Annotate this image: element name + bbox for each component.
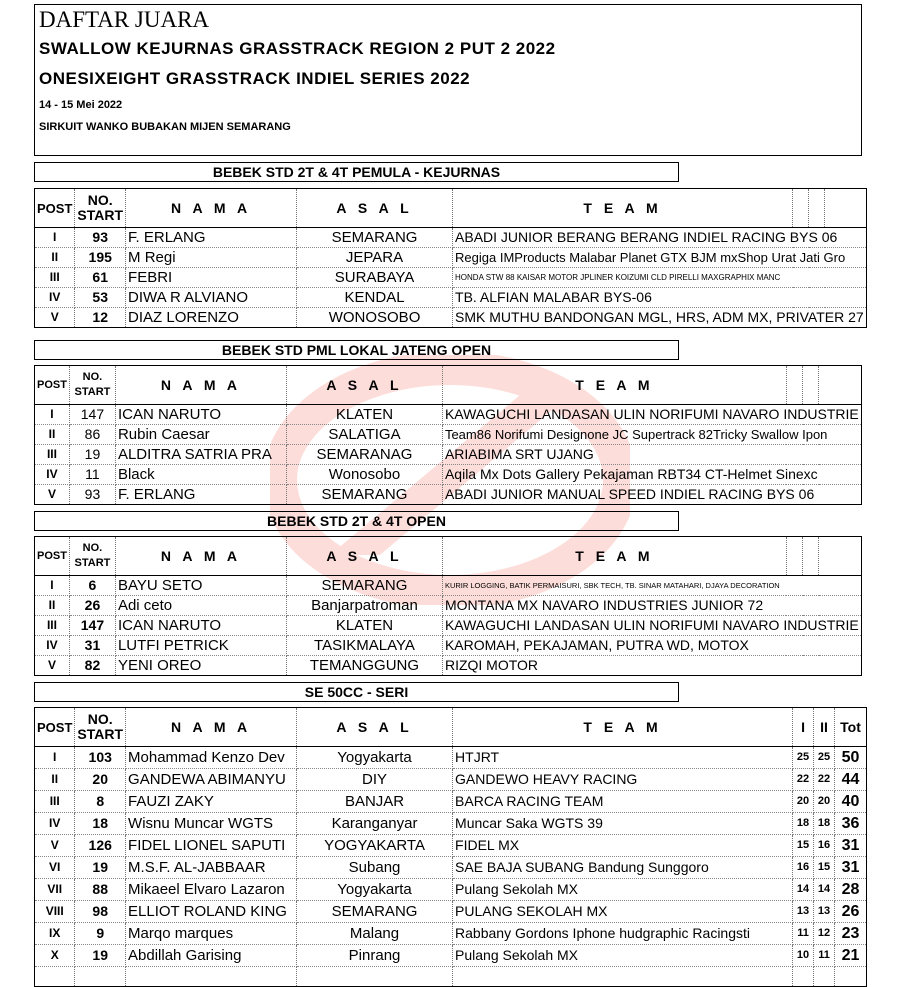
table-row: IX 9 Marqo marques Malang Rabbany Gordons Iphone hudgraphic Racingsti 11 12 23 <box>35 923 867 945</box>
header-box <box>34 4 862 156</box>
table-row: IV 53 DIWA R ALVIANO KENDAL TB. ALFIAN MALABAR BYS-06 <box>35 288 867 308</box>
col-nama: N A M A <box>115 366 286 405</box>
table-row: V 12 DIAZ LORENZO WONOSOBO SMK MUTHU BANDONGAN MGL, HRS, ADM MX, PRIVATER 27 <box>35 308 867 328</box>
table-row: I 93 F. ERLANG SEMARANG ABADI JUNIOR BERANG BERANG INDIEL RACING BYS 06 <box>35 228 867 248</box>
table-row: V 93 F. ERLANG SEMARANG ABADI JUNIOR MANUAL SPEED INDIEL RACING BYS 06 <box>35 485 862 505</box>
col-pos: POST <box>35 366 70 405</box>
table-row: I 6 BAYU SETO SEMARANG KURIR LOGGING, BATIK PERMAISURI, SBK TECH, TB. SINAR MATAHARI, DJAYA DECORATION <box>35 576 862 596</box>
event-venue: SIRKUIT WANKO BUBAKAN MIJEN SEMARANG <box>39 121 291 133</box>
col-blank <box>809 189 825 228</box>
results-table <box>34 536 862 676</box>
col-team: T E A M <box>442 537 786 576</box>
col-seri-2: II <box>814 708 835 747</box>
section-title: BEBEK STD PML LOKAL JATENG OPEN <box>34 340 679 360</box>
table-row: VIII 98 ELLIOT ROLAND KING SEMARANG PULANG SEKOLAH MX 13 13 26 <box>35 901 867 923</box>
table-row: III 147 ICAN NARUTO KLATEN KAWAGUCHI LANDASAN ULIN NORIFUMI NAVARO INDUSTRIE <box>35 616 862 636</box>
table-row: VII 88 Mikaeel Elvaro Lazaron Yogyakarta Pulang Sekolah MX 14 14 28 <box>35 879 867 901</box>
col-nama: N A M A <box>126 189 297 228</box>
table-row: III 19 ALDITRA SATRIA PRA SEMARANAG ARIABIMA SRT UJANG <box>35 445 862 465</box>
table-row: IV 18 Wisnu Muncar WGTS Karanganyar Muncar Saka WGTS 39 18 18 36 <box>35 813 867 835</box>
section-title: SE 50CC - SERI <box>34 682 679 702</box>
table-row: III 61 FEBRI SURABAYA HONDA STW 88 KAISAR MOTOR JPLINER KOIZUMI CLD PIRELLI MAXGRAPHIX MANC <box>35 268 867 288</box>
table-row: I 103 Mohammad Kenzo Dev Yogyakarta HTJRT 25 25 50 <box>35 747 867 769</box>
col-team: T E A M <box>442 366 786 405</box>
col-no-start: NO. START <box>69 537 115 576</box>
table-row-empty <box>35 967 867 987</box>
document-title: DAFTAR JUARA <box>39 7 210 32</box>
table-row: X 19 Abdillah Garising Pinrang Pulang Sekolah MX 10 11 21 <box>35 945 867 967</box>
event-title-2: ONESIXEIGHT GRASSTRACK INDIEL SERIES 2022 <box>39 69 471 88</box>
table-row: II 20 GANDEWA ABIMANYU DIY GANDEWO HEAVY RACING 22 22 44 <box>35 769 867 791</box>
col-blank <box>803 366 819 405</box>
table-row: I 147 ICAN NARUTO KLATEN KAWAGUCHI LANDASAN ULIN NORIFUMI NAVARO INDUSTRIE <box>35 405 862 425</box>
col-blank <box>819 366 862 405</box>
col-asal: A S A L <box>286 537 442 576</box>
results-table <box>34 707 867 987</box>
col-asal: A S A L <box>297 708 453 747</box>
col-nama: N A M A <box>115 537 286 576</box>
col-blank <box>803 537 819 576</box>
col-no-start: NO. START <box>75 189 126 228</box>
section-title: BEBEK STD 2T & 4T OPEN <box>34 511 679 531</box>
col-asal: A S A L <box>297 189 453 228</box>
col-pos: POST <box>35 189 75 228</box>
table-row: VI 19 M.S.F. AL-JABBAAR Subang SAE BAJA SUBANG Bandung Sunggoro 16 15 31 <box>35 857 867 879</box>
col-pos: POST <box>35 708 75 747</box>
event-date: 14 - 15 Mei 2022 <box>39 99 123 111</box>
table-row: III 8 FAUZI ZAKY BANJAR BARCA RACING TEAM 20 20 40 <box>35 791 867 813</box>
col-blank <box>819 537 862 576</box>
col-nama: N A M A <box>126 708 297 747</box>
table-row: II 26 Adi ceto Banjarpatroman MONTANA MX NAVARO INDUSTRIES JUNIOR 72 <box>35 596 862 616</box>
col-blank <box>793 189 809 228</box>
section-title: BEBEK STD 2T & 4T PEMULA - KEJURNAS <box>34 162 679 182</box>
col-blank <box>825 189 867 228</box>
table-row: V 82 YENI OREO TEMANGGUNG RIZQI MOTOR <box>35 656 862 676</box>
col-team: T E A M <box>453 708 793 747</box>
col-blank <box>786 366 802 405</box>
results-table <box>34 365 862 505</box>
col-seri-1: I <box>793 708 814 747</box>
table-row: II 195 M Regi JEPARA Regiga IMProducts Malabar Planet GTX BJM mxShop Urat Jati Gro <box>35 248 867 268</box>
results-table <box>34 188 867 328</box>
col-asal: A S A L <box>286 366 442 405</box>
col-no-start: NO. START <box>69 366 115 405</box>
table-row: IV 11 Black Wonosobo Aqila Mx Dots Gallery Pekajaman RBT34 CT-Helmet Sinexc <box>35 465 862 485</box>
table-row: V 126 FIDEL LIONEL SAPUTI YOGYAKARTA FIDEL MX 15 16 31 <box>35 835 867 857</box>
table-row: IV 31 LUTFI PETRICK TASIKMALAYA KAROMAH, PEKAJAMAN, PUTRA WD, MOTOX <box>35 636 862 656</box>
col-pos: POST <box>35 537 70 576</box>
col-blank <box>786 537 802 576</box>
table-row: II 86 Rubin Caesar SALATIGA Team86 Norifumi Designone JC Supertrack 82Tricky Swallow Ipon <box>35 425 862 445</box>
col-no-start: NO. START <box>75 708 126 747</box>
event-title-1: SWALLOW KEJURNAS GRASSTRACK REGION 2 PUT 2 2022 <box>39 39 556 58</box>
col-team: T E A M <box>453 189 793 228</box>
col-total: Tot <box>835 708 867 747</box>
